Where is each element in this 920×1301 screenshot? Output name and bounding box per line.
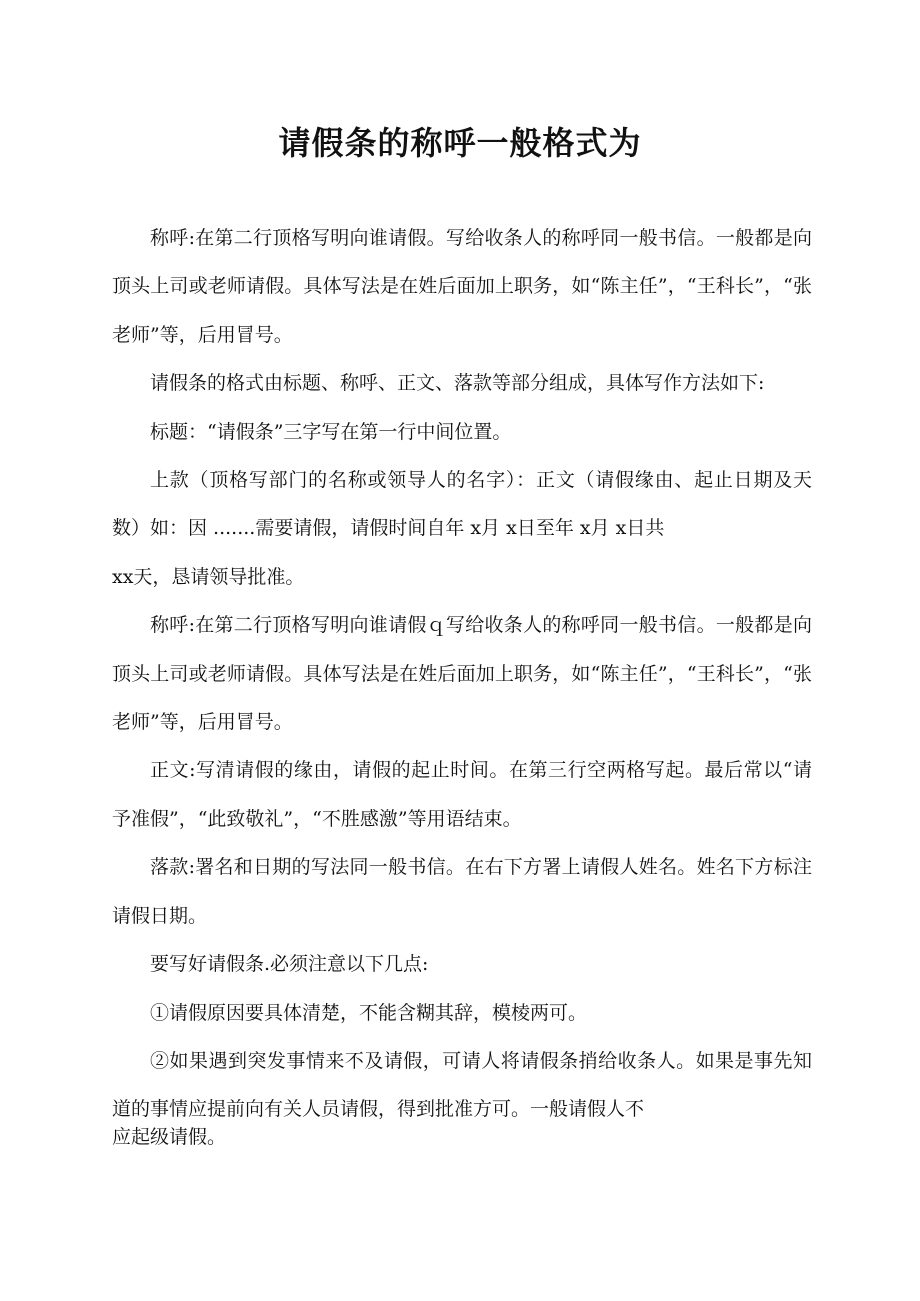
paragraph-upper-section-continued: xx天，恳请领导批准。: [112, 565, 305, 588]
paragraph-signature: 落款:署名和日期的写法同一般书信。在右下方署上请假人姓名。姓名下方标注请假日期。: [112, 856, 812, 927]
paragraph-title-rule: 标题：“请假条”三字写在第一行中间位置。: [150, 420, 512, 443]
paragraph-salutation: 称呼:在第二行顶格写明向谁请假。写给收条人的称呼同一般书信。一般都是向顶头上司或老师请假。具体写法是在姓后面加上职务，如“陈主任”，“王科长”，“张老师”等，后用冒号。: [112, 227, 812, 346]
paragraph-main-text: 正文:写清请假的缘由，请假的起止时间。在第三行空两格写起。最后常以“请予准假”，“此致敬礼”，“不胜感激”等用语结束。: [112, 759, 812, 830]
paragraph-note-1: ①请假原因要具体清楚，不能含糊其辞，模棱两可。: [150, 1001, 588, 1024]
document-title: 请假条的称呼一般格式为: [278, 124, 642, 162]
paragraph-upper-section: 上款（顶格写部门的名称或领导人的名字）：正文（请假缘由、起止日期及天数）如：因 .......需要请假，请假时间自年 x月 x日至年 x月 x日共: [112, 469, 812, 540]
document-body: [112, 214, 812, 1150]
paragraph-note-2: ②如果遇到突发事情来不及请假，可请人将请假条捎给收条人。如果是事先知道的事情应提前向有关人员请假，得到批准方可。一般请假人不: [112, 1049, 812, 1121]
paragraph-salutation-repeat: 称呼:在第二行顶格写明向谁请假ｑ写给收条人的称呼同一般书信。一般都是向顶头上司或老师请假。具体写法是在姓后面加上职务，如“陈主任”，“王科长”，“张老师”等，后用冒号。: [112, 614, 812, 734]
paragraph-note-2-continued: 应起级请假。: [112, 1125, 227, 1148]
paragraph-notes-intro: 要写好请假条.必须注意以下几点:: [150, 953, 429, 976]
paragraph-format-overview: 请假条的格式由标题、称呼、正文、落款等部分组成，具体写作方法如下:: [150, 372, 765, 395]
